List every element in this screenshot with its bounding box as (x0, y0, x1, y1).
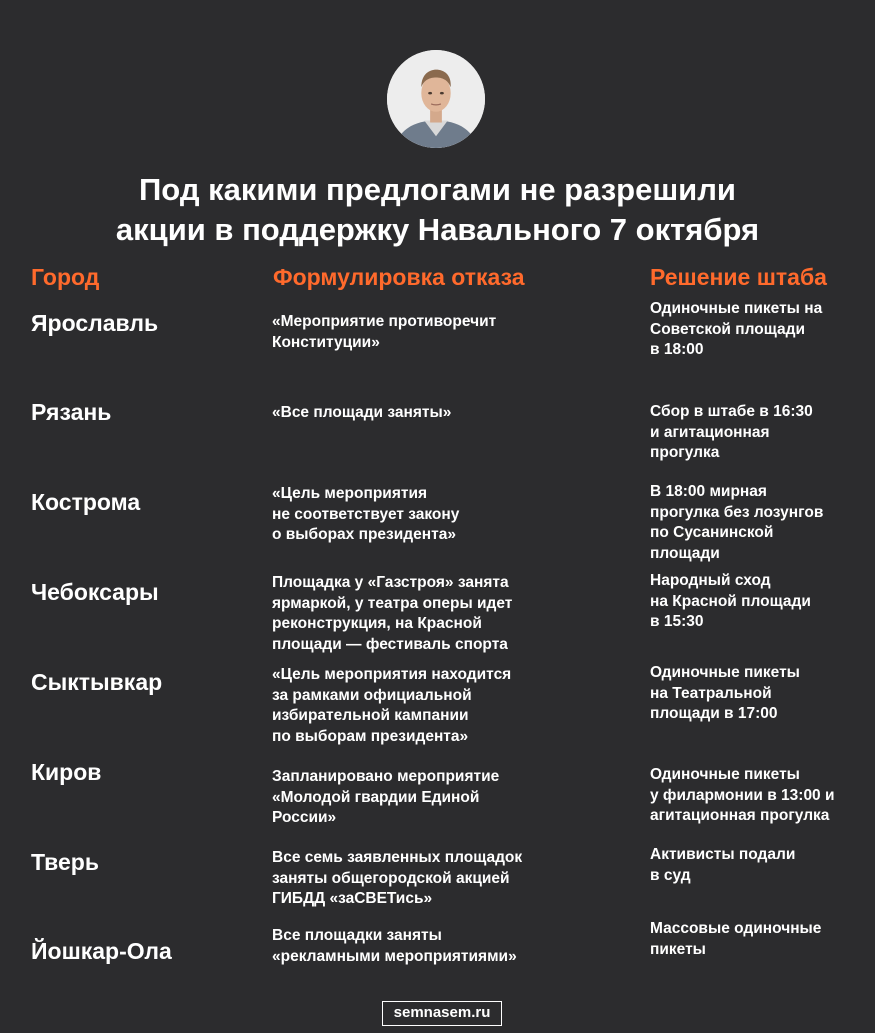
title-line-2: акции в поддержку Навального 7 октября (115, 212, 760, 247)
portrait-avatar (387, 50, 485, 148)
row-reason: «Мероприятие противоречит Конституции» (272, 313, 497, 351)
column-header-city: Город (31, 264, 100, 290)
title-line-1: Под какими предлогами не разрешили (139, 172, 736, 207)
row-reason: Все семь заявленных площадок заняты общегородской акцией ГИБДД «заСВЕТись» (272, 849, 523, 907)
page-title (0, 170, 875, 250)
row-reason: Запланировано мероприятие «Молодой гвардии Единой России» (272, 768, 500, 826)
row-reason: Площадка у «Газстроя» занята ярмаркой, у театра оперы идет реконструкция, на Красной площади — фестиваль спорта (272, 574, 513, 653)
portrait-image (387, 50, 485, 148)
row-decision: Активисты подали в суд (650, 846, 796, 884)
row-decision: В 18:00 мирная прогулка без лозунгов по Сусанинской площади (650, 483, 824, 562)
row-city: Тверь (31, 849, 99, 875)
row-decision: Народный сход на Красной площади в 15:30 (650, 572, 811, 630)
column-header-reason: Формулировка отказа (273, 264, 525, 290)
row-reason: «Цель мероприятия находится за рамками официальной избирательной кампании по выборам президента» (272, 666, 512, 745)
row-decision: Одиночные пикеты на Советской площади в 18:00 (650, 300, 823, 358)
row-decision: Массовые одиночные пикеты (650, 920, 822, 958)
row-decision: Одиночные пикеты на Театральной площади в 17:00 (650, 664, 800, 722)
row-city: Сыктывкар (31, 669, 163, 695)
row-city: Чебоксары (31, 579, 159, 605)
row-city: Ярославль (31, 310, 159, 336)
row-decision: Одиночные пикеты у филармонии в 13:00 и агитационная прогулка (650, 766, 835, 824)
row-reason: Все площадки заняты «рекламными мероприятиями» (272, 927, 517, 965)
row-city: Йошкар-Ола (31, 938, 172, 964)
column-header-decision: Решение штаба (650, 264, 827, 290)
row-city: Кострома (31, 489, 141, 515)
row-city: Рязань (31, 399, 112, 425)
source-badge: semnasem.ru (382, 1001, 502, 1026)
row-reason: «Все площади заняты» (272, 404, 452, 421)
row-reason: «Цель мероприятия не соответствует закону о выборах президента» (272, 485, 460, 543)
row-city: Киров (31, 759, 102, 785)
row-decision: Сбор в штабе в 16:30 и агитационная прогулка (650, 403, 813, 461)
